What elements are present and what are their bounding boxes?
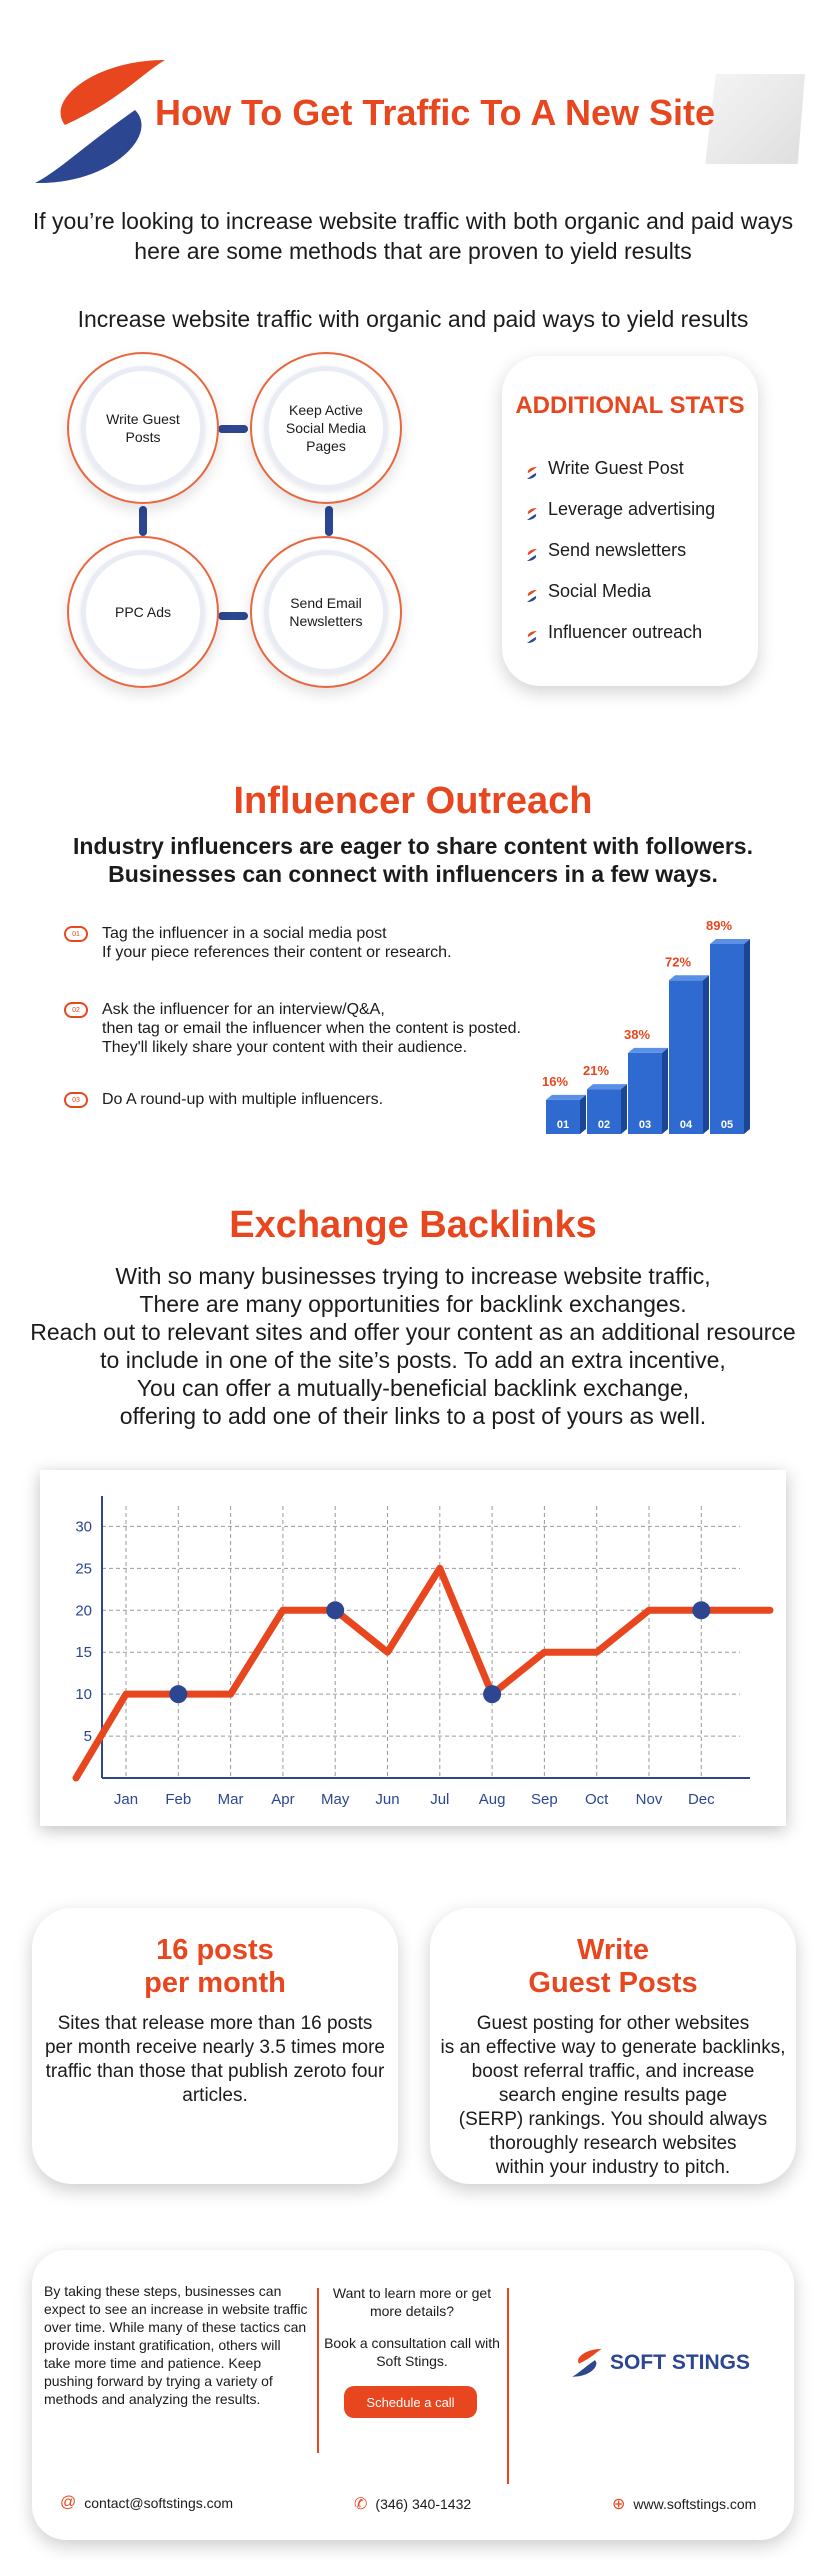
stat-label: Send newsletters: [548, 540, 687, 560]
email-text: contact@softstings.com: [84, 2495, 234, 2511]
bar-category-label: 03: [638, 1119, 652, 1131]
x-tick-label: May: [321, 1791, 350, 1808]
data-point-marker: [169, 1685, 187, 1703]
stats-title: ADDITIONAL STATS: [515, 392, 745, 419]
stings-bullet-icon: [526, 545, 538, 557]
footer-summary: By taking these steps, businesses can expect to see an increase in website traffic over time. While many of these tactics can provide instant gratification, others will take more time and patience. Keep pushing forward by trying a variety of methods and analyzing the results.: [44, 2283, 308, 2407]
data-point-marker: [483, 1685, 501, 1703]
stat-item: [526, 622, 702, 643]
guest-posts-card: [430, 1908, 796, 2184]
x-tick-label: Jun: [375, 1791, 400, 1808]
stat-label: Write Guest Post: [548, 458, 684, 478]
method-circle: [67, 536, 219, 688]
header-stripe: [700, 74, 805, 164]
x-tick-label: Sep: [531, 1791, 558, 1808]
x-tick-label: Dec: [687, 1791, 715, 1808]
influencer-bar-chart: [530, 888, 770, 1148]
method-label: Keep Active Social Media Pages: [264, 366, 388, 490]
stat-item: [526, 499, 715, 520]
stat-label: Influencer outreach: [548, 622, 703, 642]
tip-number: 01: [64, 926, 88, 942]
stat-label: Social Media: [548, 581, 652, 601]
tip-item: [64, 1000, 521, 1057]
y-tick-label: 15: [75, 1644, 92, 1662]
method-circle: [67, 352, 219, 504]
x-tick-label: Jan: [113, 1791, 139, 1808]
stings-bullet-icon: [526, 504, 538, 516]
y-tick-label: 10: [75, 1686, 92, 1704]
posts-per-month-card: [32, 1908, 398, 2184]
bar-side: [744, 939, 750, 1134]
cycle-connector-top: [218, 425, 248, 433]
influencer-subtitle: Industry influencers are eager to share content with followers. Businesses can connect with influencers in a few ways.: [73, 833, 753, 887]
footer-card: [32, 2250, 794, 2540]
page-title: How To Get Traffic To A New Site: [155, 92, 716, 133]
tip-number: 02: [64, 1002, 88, 1018]
contact-phone[interactable]: [354, 2494, 471, 2514]
bar-top: [669, 975, 709, 980]
bar-category-label: 01: [556, 1119, 570, 1131]
brand-name: SOFT STINGS: [610, 2351, 751, 2374]
bar-top: [710, 939, 750, 944]
data-point-marker: [692, 1601, 710, 1619]
method-label: Write Guest Posts: [81, 366, 205, 490]
bar-value-label: 21%: [583, 1063, 610, 1079]
x-tick-label: Aug: [478, 1791, 506, 1808]
x-tick-label: Mar: [217, 1791, 244, 1808]
bar-side: [662, 1048, 668, 1134]
stat-item: [526, 458, 684, 479]
cycle-connector-right: [325, 506, 333, 536]
cta-question: Want to learn more or get more details?: [332, 2285, 492, 2319]
bar-category-label: 04: [679, 1119, 693, 1131]
card-title: Write Guest Posts: [528, 1934, 698, 1999]
bar-value-label: 38%: [624, 1026, 651, 1042]
influencer-title: Influencer Outreach: [233, 780, 593, 822]
phone-icon: ✆: [354, 2496, 368, 2513]
bar-category-label: 05: [720, 1119, 734, 1131]
cycle-connector-left: [139, 506, 147, 536]
bar: [710, 944, 744, 1134]
card-text: Sites that release more than 16 posts per month receive nearly 3.5 times more traffic than those that publish zeroto four articles.: [44, 2013, 386, 2106]
bar-top: [628, 1048, 668, 1053]
intro-text: If you’re looking to increase website traffic with both organic and paid ways here are some methods that are proven to yield results: [32, 208, 794, 264]
stats-card: [502, 356, 758, 686]
globe-icon: ⊕: [612, 2496, 626, 2513]
bar-side: [703, 975, 709, 1134]
stat-label: Leverage advertising: [548, 499, 716, 519]
footer-divider: [507, 2288, 509, 2484]
contact-website[interactable]: [612, 2494, 756, 2514]
bar-category-label: 02: [597, 1119, 611, 1131]
tip-number: 03: [64, 1092, 88, 1108]
method-circle: [250, 352, 402, 504]
soft-stings-logo-icon: [25, 55, 175, 190]
cycle-connector-bottom: [218, 612, 248, 620]
stings-bullet-icon: [526, 586, 538, 598]
y-tick-label: 5: [83, 1728, 92, 1746]
bar-top: [546, 1095, 586, 1100]
method-label: Send Email Newsletters: [264, 550, 388, 674]
tip-text: Do A round-up with multiple influencers.: [102, 1091, 384, 1108]
bar-value-label: 16%: [542, 1073, 569, 1089]
line-chart-card: [40, 1470, 786, 1826]
bar-value-label: 72%: [665, 954, 692, 970]
traffic-line-chart: [40, 1470, 786, 1826]
stat-item: [526, 540, 686, 561]
method-circle: [250, 536, 402, 688]
y-tick-label: 20: [75, 1602, 92, 1620]
x-tick-label: Oct: [585, 1791, 609, 1808]
x-tick-label: Apr: [271, 1791, 295, 1808]
data-point-marker: [326, 1601, 344, 1619]
bar: [669, 980, 703, 1134]
tip-item: [64, 1090, 383, 1109]
card-title: 16 posts per month: [144, 1934, 286, 1999]
contact-email[interactable]: [60, 2494, 233, 2512]
tip-text: Tag the influencer in a social media post If your piece references their content or research.: [102, 925, 452, 961]
stat-item: [526, 581, 651, 602]
backlinks-text: With so many businesses trying to increase website traffic, There are many opportunities for backlink exchanges. Reach out to relevant sites and offer your content as an additional resource to include in one of the site’s posts. To add an extra incentive, You can offer a mutually-beneficial backlink exchange, offering to add one of their links to a post of yours as well.: [30, 1263, 796, 1429]
footer-cta: [317, 2284, 507, 2370]
x-tick-label: Feb: [165, 1791, 192, 1808]
methods-heading: Increase website traffic with organic and paid ways to yield results: [77, 306, 749, 332]
x-tick-label: Jul: [430, 1791, 450, 1808]
bar-value-label: 89%: [706, 918, 733, 933]
brand-logo: [570, 2346, 750, 2380]
tip-item: [64, 924, 452, 962]
stings-bullet-icon: [526, 463, 538, 475]
x-tick-label: Nov: [635, 1791, 663, 1808]
cta-text: Book a consultation call with Soft Stings.: [324, 2335, 500, 2369]
method-label: PPC Ads: [81, 550, 205, 674]
series-line: [76, 1568, 770, 1778]
website-text: www.softstings.com: [633, 2496, 757, 2512]
tip-text: Ask the influencer for an interview/Q&A, then tag or email the influencer when the content is posted. They'll likely share your content with their audience.: [102, 1001, 521, 1056]
bar-top: [587, 1084, 627, 1089]
phone-text: (346) 340-1432: [375, 2496, 472, 2512]
email-icon: @: [60, 2494, 77, 2511]
y-tick-label: 30: [75, 1518, 92, 1536]
stings-bullet-icon: [526, 627, 538, 639]
card-text: Guest posting for other websites is an effective way to generate backlinks, boost referral traffic, and increase search engine results page (SERP) rankings. You should always thoroughly research websites within your industry to pitch.: [440, 2013, 786, 2178]
schedule-call-button[interactable]: Schedule a call: [344, 2386, 477, 2418]
soft-stings-logo-icon: [570, 2346, 604, 2380]
bar-side: [621, 1084, 627, 1134]
y-tick-label: 25: [75, 1560, 92, 1578]
bar-side: [580, 1095, 586, 1134]
backlinks-title: Exchange Backlinks: [229, 1204, 597, 1246]
